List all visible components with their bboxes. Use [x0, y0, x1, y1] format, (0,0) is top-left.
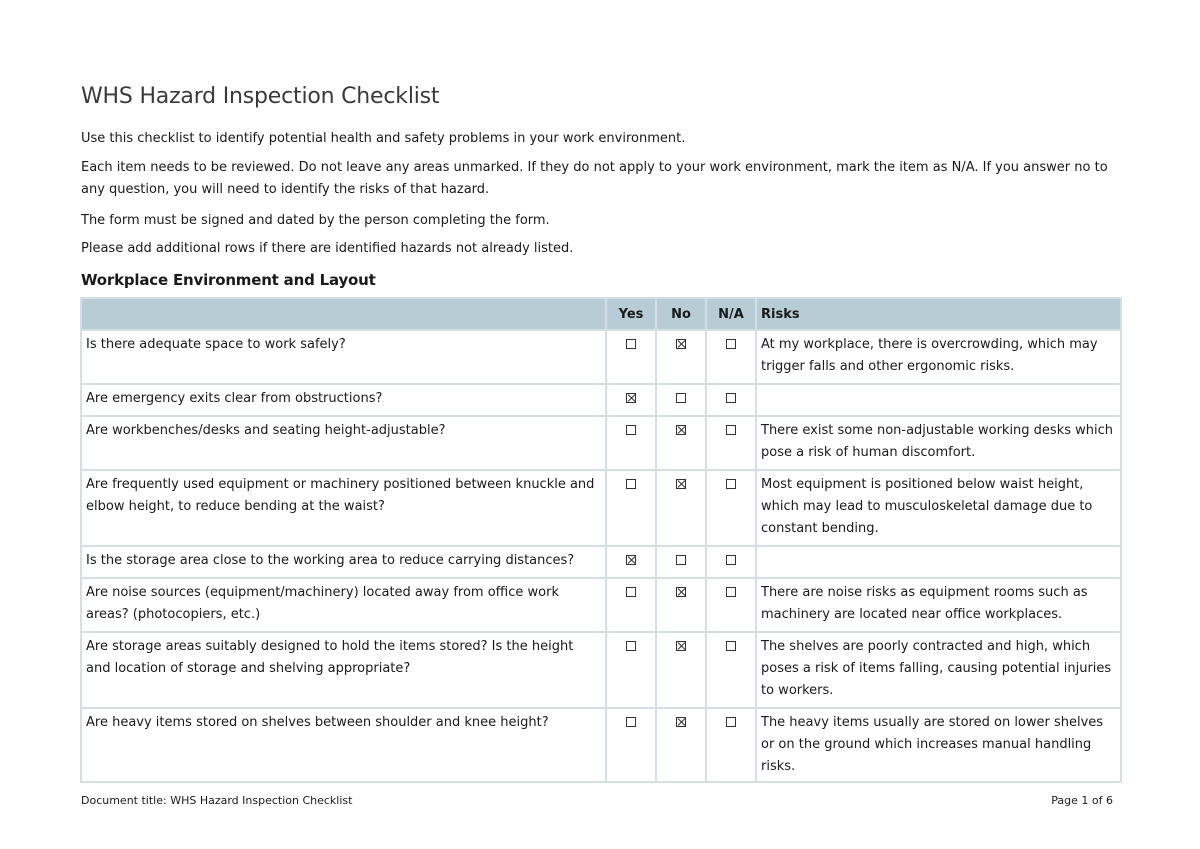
no-checkbox[interactable]: [676, 425, 686, 435]
table-header-row: [81, 298, 1121, 330]
risks-cell: At my workplace, there is overcrowding, which may trigger falls and other ergonomic risks.: [756, 330, 1121, 384]
question-cell: Are frequently used equipment or machinery positioned between knuckle and elbow height, to reduce bending at the waist?: [81, 470, 606, 546]
risks-cell: [756, 546, 1121, 578]
no-checkbox[interactable]: [676, 717, 686, 727]
na-cell: [706, 384, 756, 416]
yes-cell: [606, 330, 656, 384]
yes-checkbox[interactable]: [626, 717, 636, 727]
na-cell: [706, 578, 756, 632]
na-checkbox[interactable]: [726, 425, 736, 435]
additional-rows-paragraph: Please add additional rows if there are identified hazards not already listed.: [81, 241, 574, 256]
risks-cell: [756, 384, 1121, 416]
no-cell: [656, 632, 706, 708]
signature-paragraph: The form must be signed and dated by the person completing the form.: [81, 213, 550, 228]
yes-cell: [606, 578, 656, 632]
yes-checkbox[interactable]: [626, 425, 636, 435]
footer-document-title: Document title: WHS Hazard Inspection Checklist: [81, 794, 353, 807]
risks-cell: The shelves are poorly contracted and high, which poses a risk of items falling, causing potential injuries to workers.: [756, 632, 1121, 708]
no-cell: [656, 578, 706, 632]
no-cell: [656, 470, 706, 546]
yes-cell: [606, 384, 656, 416]
na-cell: [706, 546, 756, 578]
header-question: [81, 298, 606, 330]
table-row: [81, 708, 1121, 782]
yes-cell: [606, 416, 656, 470]
section-title: Workplace Environment and Layout: [81, 271, 376, 289]
na-cell: [706, 470, 756, 546]
no-checkbox[interactable]: [676, 587, 686, 597]
intro-paragraph: Use this checklist to identify potential health and safety problems in your work environment.: [81, 131, 686, 146]
header-yes: Yes: [606, 298, 656, 330]
no-cell: [656, 416, 706, 470]
instructions-paragraph: Each item needs to be reviewed. Do not leave any areas unmarked. If they do not apply to your work environment, mark the item as N/A. If you answer no to any question, you will need to identify the risks of that hazard.: [81, 160, 1108, 197]
table-row: [81, 416, 1121, 470]
risks-cell: There exist some non-adjustable working desks which pose a risk of human discomfort.: [756, 416, 1121, 470]
no-checkbox[interactable]: [676, 641, 686, 651]
no-cell: [656, 708, 706, 782]
yes-checkbox[interactable]: [626, 479, 636, 489]
table-row: [81, 546, 1121, 578]
header-na: N/A: [706, 298, 756, 330]
na-checkbox[interactable]: [726, 339, 736, 349]
yes-cell: [606, 470, 656, 546]
document-title: WHS Hazard Inspection Checklist: [81, 84, 440, 109]
table-row: [81, 632, 1121, 708]
risks-cell: The heavy items usually are stored on lower shelves or on the ground which increases manual handling risks.: [756, 708, 1121, 782]
question-cell: Are emergency exits clear from obstructions?: [81, 384, 606, 416]
no-cell: [656, 546, 706, 578]
na-cell: [706, 416, 756, 470]
yes-cell: [606, 546, 656, 578]
na-cell: [706, 708, 756, 782]
no-checkbox[interactable]: [676, 479, 686, 489]
hazard-checklist-table: [80, 297, 1122, 783]
footer-page-number: Page 1 of 6: [1051, 794, 1113, 807]
na-checkbox[interactable]: [726, 479, 736, 489]
yes-checkbox[interactable]: [626, 393, 636, 403]
table-row: [81, 384, 1121, 416]
yes-checkbox[interactable]: [626, 555, 636, 565]
yes-checkbox[interactable]: [626, 641, 636, 651]
table-row: [81, 470, 1121, 546]
table-row: [81, 578, 1121, 632]
header-no: No: [656, 298, 706, 330]
no-checkbox[interactable]: [676, 393, 686, 403]
table-row: [81, 330, 1121, 384]
question-cell: Are heavy items stored on shelves between shoulder and knee height?: [81, 708, 606, 782]
na-cell: [706, 632, 756, 708]
na-cell: [706, 330, 756, 384]
yes-cell: [606, 708, 656, 782]
na-checkbox[interactable]: [726, 587, 736, 597]
no-checkbox[interactable]: [676, 339, 686, 349]
no-cell: [656, 384, 706, 416]
na-checkbox[interactable]: [726, 555, 736, 565]
risks-cell: There are noise risks as equipment rooms such as machinery are located near office workplaces.: [756, 578, 1121, 632]
no-cell: [656, 330, 706, 384]
question-cell: Are storage areas suitably designed to hold the items stored? Is the height and location of storage and shelving appropriate?: [81, 632, 606, 708]
yes-cell: [606, 632, 656, 708]
question-cell: Are workbenches/desks and seating height-adjustable?: [81, 416, 606, 470]
header-risks: Risks: [756, 298, 1121, 330]
na-checkbox[interactable]: [726, 717, 736, 727]
question-cell: Is there adequate space to work safely?: [81, 330, 606, 384]
yes-checkbox[interactable]: [626, 339, 636, 349]
na-checkbox[interactable]: [726, 393, 736, 403]
question-cell: Is the storage area close to the working area to reduce carrying distances?: [81, 546, 606, 578]
no-checkbox[interactable]: [676, 555, 686, 565]
yes-checkbox[interactable]: [626, 587, 636, 597]
na-checkbox[interactable]: [726, 641, 736, 651]
question-cell: Are noise sources (equipment/machinery) located away from office work areas? (photocopiers, etc.): [81, 578, 606, 632]
risks-cell: Most equipment is positioned below waist height, which may lead to musculoskeletal damage due to constant bending.: [756, 470, 1121, 546]
